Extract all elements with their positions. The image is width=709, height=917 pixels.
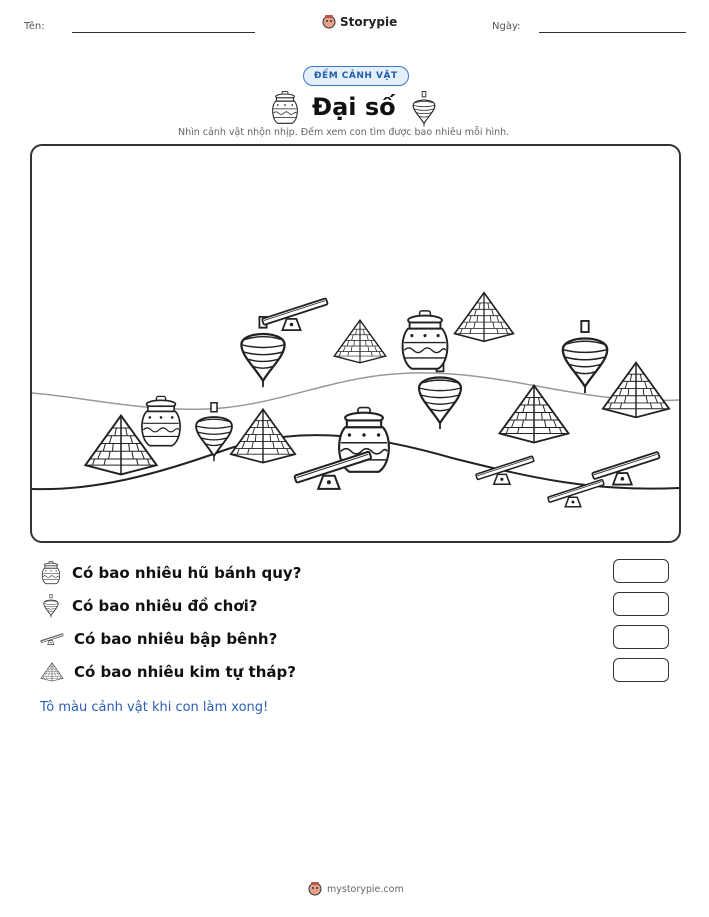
spinning-top-icon: [410, 91, 438, 127]
date-label: Ngày:: [492, 21, 521, 32]
scene-frame: [30, 144, 681, 543]
question-row-seesaws: [40, 627, 301, 651]
pyramid-icon: [334, 320, 386, 363]
seesaw-icon: [40, 627, 64, 651]
question-row-pyramids: [40, 660, 301, 684]
footer: [308, 881, 404, 897]
pyramid-icon: [455, 293, 514, 342]
question-text: Có bao nhiêu hũ bánh quy?: [72, 564, 302, 582]
spinning-top-icon: [241, 317, 284, 387]
spinning-top-icon: [196, 403, 232, 462]
page-title: Đại số: [312, 93, 396, 121]
seesaw-icon: [476, 456, 534, 484]
storypie-mascot-icon: [308, 881, 322, 897]
answer-box-seesaws[interactable]: [613, 625, 669, 649]
pyramid-icon: [40, 660, 64, 684]
coloring-instruction: Tô màu cảnh vật khi con làm xong!: [40, 700, 269, 715]
question-row-jars: [40, 561, 301, 585]
question-text: Có bao nhiêu đồ chơi?: [72, 597, 258, 615]
scene-illustration[interactable]: [32, 146, 679, 541]
pyramid-icon: [500, 386, 569, 443]
question-row-toys: [40, 594, 301, 618]
name-line[interactable]: [72, 32, 255, 33]
date-line[interactable]: [539, 32, 686, 33]
cookie-jar-icon: [142, 396, 180, 445]
pyramid-icon: [603, 363, 669, 418]
question-text: Có bao nhiêu bập bênh?: [74, 630, 278, 648]
spinning-top-icon: [563, 321, 607, 393]
cookie-jar-icon: [270, 91, 300, 125]
cookie-jar-icon: [40, 561, 62, 585]
spinning-top-icon: [40, 594, 62, 618]
cookie-jar-icon: [403, 311, 448, 369]
name-label: Tên:: [24, 21, 45, 32]
answer-box-jars[interactable]: [613, 559, 669, 583]
subtitle: Nhìn cảnh vật nhộn nhịp. Đếm xem con tìm được bao nhiêu mỗi hình.: [178, 127, 510, 138]
brand-name: Storypie: [340, 15, 398, 29]
brand-logo: [322, 14, 397, 30]
footer-url[interactable]: mystorypie.com: [327, 883, 404, 895]
category-badge: ĐẾM CẢNH VẬT: [303, 66, 409, 86]
seesaw-icon: [262, 298, 328, 330]
answer-box-pyramids[interactable]: [613, 658, 669, 682]
answer-box-toys[interactable]: [613, 592, 669, 616]
question-list: [40, 561, 301, 684]
question-text: Có bao nhiêu kim tự tháp?: [74, 663, 296, 681]
storypie-mascot-icon: [322, 14, 336, 30]
spinning-top-icon: [419, 361, 461, 429]
